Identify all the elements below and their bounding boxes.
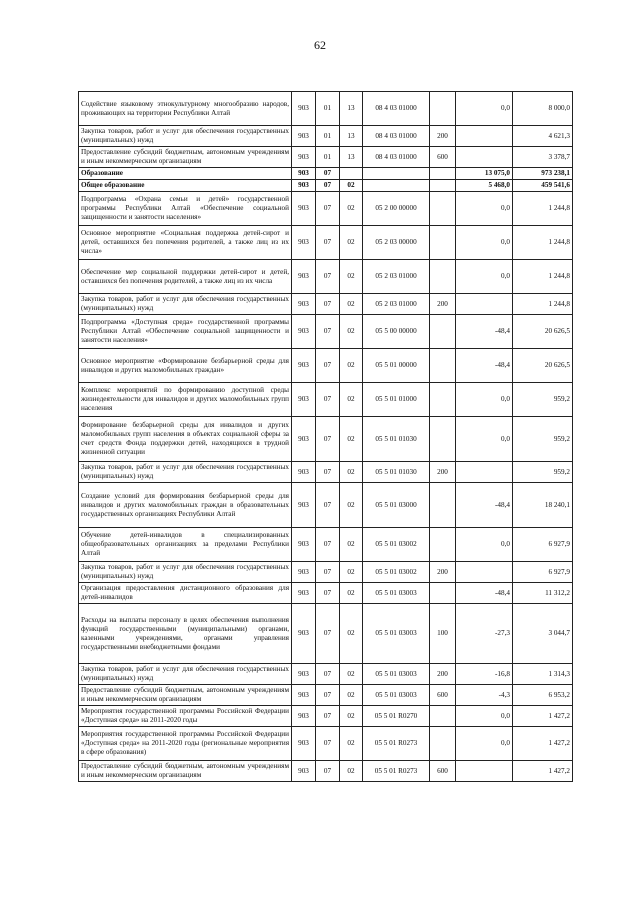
row-name: Общее образование — [79, 180, 292, 192]
row-section-code: 07 — [316, 260, 340, 294]
row-name: Обеспечение мер социальной поддержки детей-сирот и детей, оставшихся без попечения родителей, а также лиц из их числа — [79, 260, 292, 294]
row-name: Закупка товаров, работ и услуг для обеспечения государственных (муниципальных) нужд — [79, 294, 292, 315]
row-expense-type-code — [430, 483, 456, 528]
row-change-amount: -48,4 — [456, 349, 513, 383]
row-total-amount: 6 953,2 — [513, 685, 573, 706]
row-name: Образование — [79, 168, 292, 180]
row-ministry-code: 903 — [292, 528, 316, 562]
row-expense-type-code — [430, 226, 456, 260]
row-name: Предоставление субсидий бюджетным, автономным учреждениям и иным некоммерческим организациям — [79, 761, 292, 782]
row-target-article-code: 05 5 01 01030 — [363, 417, 430, 462]
row-name: Обучение детей-инвалидов в специализированных общеобразовательных организациях за пределами Республики Алтай — [79, 528, 292, 562]
row-section-code: 07 — [316, 315, 340, 349]
row-change-amount: -48,4 — [456, 483, 513, 528]
row-total-amount: 973 238,1 — [513, 168, 573, 180]
row-section-code: 07 — [316, 192, 340, 226]
table-row — [79, 562, 573, 583]
row-ministry-code: 903 — [292, 462, 316, 483]
row-target-article-code: 05 5 01 03003 — [363, 685, 430, 706]
table-row — [79, 180, 573, 192]
table-row — [79, 383, 573, 417]
row-target-article-code: 05 5 01 03002 — [363, 528, 430, 562]
row-target-article-code: 05 5 01 00000 — [363, 349, 430, 383]
table-row — [79, 126, 573, 147]
row-change-amount — [456, 462, 513, 483]
row-target-article-code: 05 5 01 03003 — [363, 604, 430, 664]
row-ministry-code: 903 — [292, 562, 316, 583]
row-ministry-code: 903 — [292, 349, 316, 383]
row-subsection-code: 02 — [340, 583, 363, 604]
row-target-article-code: 05 5 01 01000 — [363, 383, 430, 417]
row-total-amount: 1 244,8 — [513, 226, 573, 260]
row-expense-type-code — [430, 349, 456, 383]
table-row — [79, 761, 573, 782]
table-row — [79, 664, 573, 685]
row-subsection-code: 02 — [340, 727, 363, 761]
row-subsection-code: 02 — [340, 706, 363, 727]
row-name: Основное мероприятие «Формирование безбарьерной среды для инвалидов и других маломобильных граждан» — [79, 349, 292, 383]
row-expense-type-code: 600 — [430, 147, 456, 168]
row-change-amount: 0,0 — [456, 92, 513, 126]
row-change-amount — [456, 294, 513, 315]
row-subsection-code: 02 — [340, 294, 363, 315]
row-ministry-code: 903 — [292, 483, 316, 528]
table-row — [79, 349, 573, 383]
row-total-amount: 959,2 — [513, 383, 573, 417]
row-change-amount: -4,3 — [456, 685, 513, 706]
row-subsection-code: 02 — [340, 761, 363, 782]
table-row — [79, 168, 573, 180]
row-subsection-code: 02 — [340, 315, 363, 349]
row-total-amount: 3 044,7 — [513, 604, 573, 664]
table-row — [79, 483, 573, 528]
row-change-amount — [456, 147, 513, 168]
table-row — [79, 417, 573, 462]
row-name: Создание условий для формирования безбарьерной среды для инвалидов и других маломобильных граждан в образовательных государственных организациях Республики Алтай — [79, 483, 292, 528]
row-change-amount: 0,0 — [456, 417, 513, 462]
row-section-code: 07 — [316, 226, 340, 260]
row-expense-type-code: 200 — [430, 294, 456, 315]
table-row — [79, 706, 573, 727]
table-row — [79, 462, 573, 483]
row-change-amount — [456, 761, 513, 782]
row-change-amount: 0,0 — [456, 706, 513, 727]
row-target-article-code: 08 4 03 01000 — [363, 126, 430, 147]
row-target-article-code: 05 5 01 03003 — [363, 664, 430, 685]
table-row — [79, 685, 573, 706]
row-name: Закупка товаров, работ и услуг для обеспечения государственных (муниципальных) нужд — [79, 664, 292, 685]
row-change-amount: 0,0 — [456, 383, 513, 417]
row-expense-type-code — [430, 260, 456, 294]
row-ministry-code: 903 — [292, 315, 316, 349]
row-section-code: 07 — [316, 664, 340, 685]
row-subsection-code: 02 — [340, 349, 363, 383]
row-change-amount — [456, 562, 513, 583]
row-target-article-code: 05 5 01 03002 — [363, 562, 430, 583]
row-expense-type-code — [430, 315, 456, 349]
row-expense-type-code — [430, 180, 456, 192]
table-row — [79, 604, 573, 664]
row-change-amount: 0,0 — [456, 727, 513, 761]
row-target-article-code: 05 5 01 01030 — [363, 462, 430, 483]
row-change-amount: 0,0 — [456, 528, 513, 562]
row-expense-type-code — [430, 727, 456, 761]
row-section-code: 07 — [316, 761, 340, 782]
row-total-amount: 20 626,5 — [513, 315, 573, 349]
row-ministry-code: 903 — [292, 604, 316, 664]
row-change-amount: -27,3 — [456, 604, 513, 664]
table-row — [79, 147, 573, 168]
row-ministry-code: 903 — [292, 260, 316, 294]
row-ministry-code: 903 — [292, 383, 316, 417]
row-subsection-code: 02 — [340, 180, 363, 192]
row-section-code: 07 — [316, 180, 340, 192]
row-ministry-code: 903 — [292, 168, 316, 180]
row-section-code: 07 — [316, 168, 340, 180]
row-section-code: 07 — [316, 462, 340, 483]
row-ministry-code: 903 — [292, 126, 316, 147]
row-total-amount: 8 000,0 — [513, 92, 573, 126]
row-total-amount: 6 927,9 — [513, 562, 573, 583]
row-subsection-code: 02 — [340, 260, 363, 294]
row-expense-type-code — [430, 383, 456, 417]
row-ministry-code: 903 — [292, 664, 316, 685]
row-subsection-code: 13 — [340, 92, 363, 126]
table-row — [79, 226, 573, 260]
table-row — [79, 294, 573, 315]
row-ministry-code: 903 — [292, 706, 316, 727]
row-total-amount: 1 427,2 — [513, 727, 573, 761]
row-name: Организация предоставления дистанционного образования для детей-инвалидов — [79, 583, 292, 604]
row-section-code: 07 — [316, 604, 340, 664]
row-total-amount: 11 312,2 — [513, 583, 573, 604]
row-target-article-code: 05 2 03 01000 — [363, 260, 430, 294]
table-row — [79, 192, 573, 226]
row-total-amount: 4 621,3 — [513, 126, 573, 147]
row-name: Закупка товаров, работ и услуг для обеспечения государственных (муниципальных) нужд — [79, 462, 292, 483]
row-expense-type-code — [430, 417, 456, 462]
row-target-article-code — [363, 180, 430, 192]
row-target-article-code: 05 5 01 03003 — [363, 583, 430, 604]
row-name: Предоставление субсидий бюджетным, автономным учреждениям и иным некоммерческим организациям — [79, 685, 292, 706]
row-name: Подпрограмма «Доступная среда» государственной программы Республики Алтай «Обеспечение социальной защищенности и занятости населения» — [79, 315, 292, 349]
row-section-code: 07 — [316, 562, 340, 583]
row-expense-type-code: 200 — [430, 462, 456, 483]
row-ministry-code: 903 — [292, 417, 316, 462]
row-expense-type-code: 100 — [430, 604, 456, 664]
row-target-article-code: 05 2 03 01000 — [363, 294, 430, 315]
row-name: Комплекс мероприятий по формированию доступной среды жизнедеятельности для инвалидов и других маломобильных групп населения — [79, 383, 292, 417]
row-ministry-code: 903 — [292, 226, 316, 260]
row-subsection-code: 02 — [340, 664, 363, 685]
row-expense-type-code — [430, 528, 456, 562]
row-section-code: 07 — [316, 383, 340, 417]
row-change-amount: 0,0 — [456, 226, 513, 260]
row-change-amount: 13 075,0 — [456, 168, 513, 180]
table-row — [79, 727, 573, 761]
row-total-amount: 959,2 — [513, 462, 573, 483]
row-section-code: 01 — [316, 92, 340, 126]
row-ministry-code: 903 — [292, 147, 316, 168]
row-name: Основное мероприятие «Социальная поддержка детей-сирот и детей, оставшихся без попечения родителей, а также лиц из их числа» — [79, 226, 292, 260]
row-change-amount: 0,0 — [456, 192, 513, 226]
row-section-code: 07 — [316, 483, 340, 528]
row-section-code: 01 — [316, 126, 340, 147]
row-ministry-code: 903 — [292, 583, 316, 604]
row-total-amount: 1 427,2 — [513, 761, 573, 782]
row-subsection-code: 02 — [340, 462, 363, 483]
row-name: Подпрограмма «Охрана семьи и детей» государственной программы Республики Алтай «Обеспечение социальной защищенности и занятости населения» — [79, 192, 292, 226]
row-expense-type-code: 200 — [430, 562, 456, 583]
row-ministry-code: 903 — [292, 92, 316, 126]
row-total-amount: 1 244,8 — [513, 294, 573, 315]
row-target-article-code: 05 5 00 00000 — [363, 315, 430, 349]
table-row — [79, 260, 573, 294]
row-ministry-code: 903 — [292, 180, 316, 192]
table-row — [79, 315, 573, 349]
row-name: Расходы на выплаты персоналу в целях обеспечения выполнения функций государственными (муниципальными) органами, казенными учреждениями, органами управления государственными внебюджетными фондами — [79, 604, 292, 664]
row-section-code: 07 — [316, 727, 340, 761]
row-total-amount: 459 541,6 — [513, 180, 573, 192]
row-name: Закупка товаров, работ и услуг для обеспечения государственных (муниципальных) нужд — [79, 562, 292, 583]
row-expense-type-code — [430, 192, 456, 226]
row-section-code: 07 — [316, 685, 340, 706]
row-ministry-code: 903 — [292, 294, 316, 315]
row-name: Мероприятия государственной программы Российской Федерации «Доступная среда» на 2011-2020 годы — [79, 706, 292, 727]
budget-table-body — [79, 92, 573, 782]
row-target-article-code: 05 5 01 03000 — [363, 483, 430, 528]
row-target-article-code: 05 2 03 00000 — [363, 226, 430, 260]
row-change-amount — [456, 126, 513, 147]
row-name: Закупка товаров, работ и услуг для обеспечения государственных (муниципальных) нужд — [79, 126, 292, 147]
row-target-article-code: 05 5 01 R0273 — [363, 761, 430, 782]
row-subsection-code: 13 — [340, 126, 363, 147]
row-target-article-code: 08 4 03 01000 — [363, 92, 430, 126]
row-section-code: 07 — [316, 528, 340, 562]
row-expense-type-code: 600 — [430, 761, 456, 782]
row-subsection-code: 02 — [340, 192, 363, 226]
row-total-amount: 1 244,8 — [513, 260, 573, 294]
row-name: Предоставление субсидий бюджетным, автономным учреждениям и иным некоммерческим организациям — [79, 147, 292, 168]
row-subsection-code: 13 — [340, 147, 363, 168]
row-change-amount: -16,8 — [456, 664, 513, 685]
row-target-article-code: 05 5 01 R0273 — [363, 727, 430, 761]
row-section-code: 07 — [316, 349, 340, 383]
row-section-code: 07 — [316, 706, 340, 727]
row-change-amount: -48,4 — [456, 315, 513, 349]
row-total-amount: 1 244,8 — [513, 192, 573, 226]
row-total-amount: 6 927,9 — [513, 528, 573, 562]
row-expense-type-code: 200 — [430, 664, 456, 685]
table-row — [79, 528, 573, 562]
row-ministry-code: 903 — [292, 727, 316, 761]
table-row — [79, 583, 573, 604]
row-expense-type-code: 600 — [430, 685, 456, 706]
page-number: 62 — [314, 38, 326, 52]
row-total-amount: 18 240,1 — [513, 483, 573, 528]
row-expense-type-code — [430, 583, 456, 604]
row-name: Мероприятия государственной программы Российской Федерации «Доступная среда» на 2011-2020 годы (региональные мероприятия в сфере образования) — [79, 727, 292, 761]
row-target-article-code: 05 5 01 R0270 — [363, 706, 430, 727]
row-subsection-code: 02 — [340, 417, 363, 462]
row-name: Содействие языковому этнокультурному многообразию народов, проживающих на территории Республики Алтай — [79, 92, 292, 126]
row-change-amount: 5 468,0 — [456, 180, 513, 192]
row-total-amount: 959,2 — [513, 417, 573, 462]
row-expense-type-code — [430, 706, 456, 727]
row-target-article-code — [363, 168, 430, 180]
row-ministry-code: 903 — [292, 192, 316, 226]
row-total-amount: 3 378,7 — [513, 147, 573, 168]
row-expense-type-code: 200 — [430, 126, 456, 147]
row-subsection-code: 02 — [340, 226, 363, 260]
row-target-article-code: 05 2 00 00000 — [363, 192, 430, 226]
table-row — [79, 92, 573, 126]
row-subsection-code — [340, 168, 363, 180]
row-change-amount: -48,4 — [456, 583, 513, 604]
row-section-code: 07 — [316, 294, 340, 315]
row-total-amount: 1 314,3 — [513, 664, 573, 685]
row-subsection-code: 02 — [340, 528, 363, 562]
row-subsection-code: 02 — [340, 483, 363, 528]
budget-table — [78, 91, 573, 782]
row-total-amount: 1 427,2 — [513, 706, 573, 727]
row-subsection-code: 02 — [340, 685, 363, 706]
row-expense-type-code — [430, 168, 456, 180]
row-subsection-code: 02 — [340, 562, 363, 583]
row-section-code: 07 — [316, 417, 340, 462]
row-ministry-code: 903 — [292, 761, 316, 782]
row-ministry-code: 903 — [292, 685, 316, 706]
row-total-amount: 20 626,5 — [513, 349, 573, 383]
row-section-code: 07 — [316, 583, 340, 604]
row-section-code: 01 — [316, 147, 340, 168]
row-subsection-code: 02 — [340, 383, 363, 417]
row-name: Формирование безбарьерной среды для инвалидов и других маломобильных групп населения в объектах социальной сферы за счет средств Фонда поддержки детей, находящихся в трудной жизненной ситуации — [79, 417, 292, 462]
row-expense-type-code — [430, 92, 456, 126]
row-subsection-code: 02 — [340, 604, 363, 664]
row-target-article-code: 08 4 03 01000 — [363, 147, 430, 168]
row-change-amount: 0,0 — [456, 260, 513, 294]
